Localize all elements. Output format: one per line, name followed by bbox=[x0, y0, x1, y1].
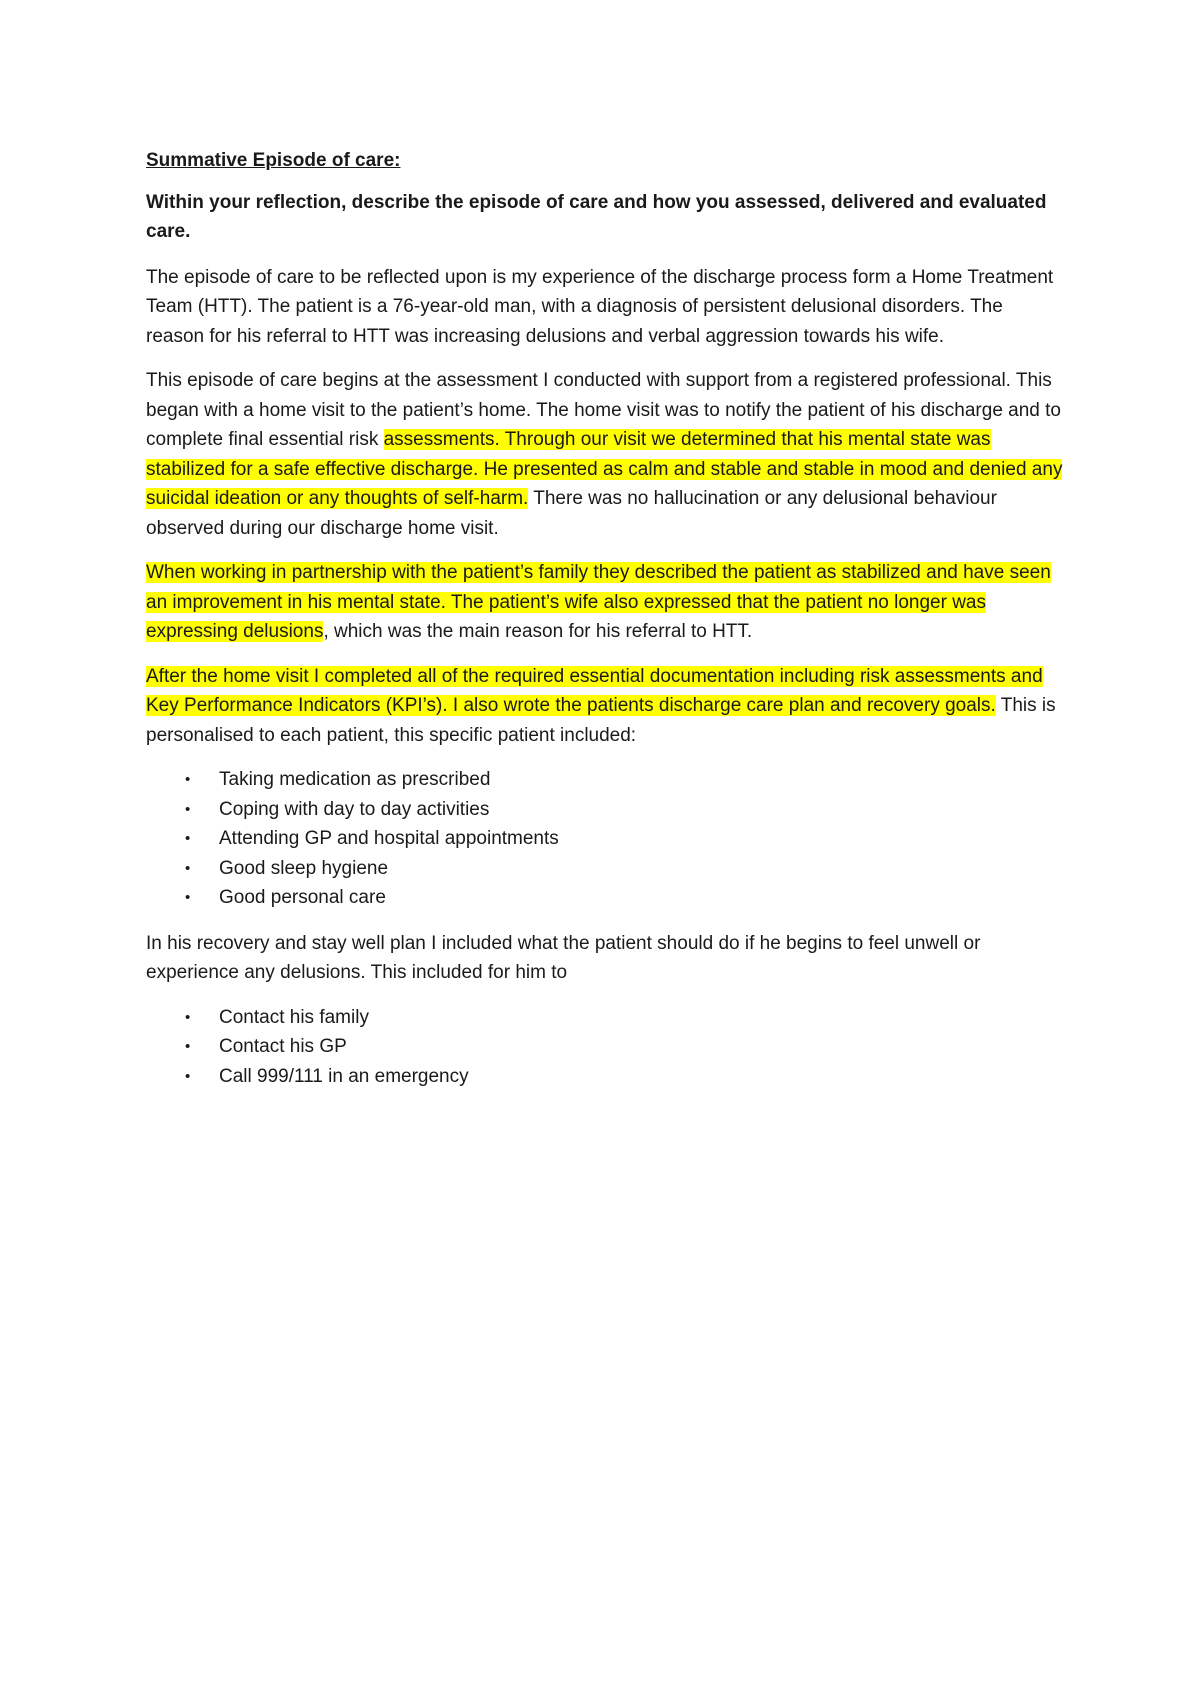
paragraph-documentation-end: This is personalised to each patient, this specific patient included: bbox=[146, 695, 1056, 746]
list-item: • Taking medication as prescribed bbox=[146, 765, 1066, 795]
list-item: • Call 999/111 in an emergency bbox=[146, 1062, 1066, 1092]
bullet-icon: • bbox=[185, 1038, 191, 1055]
paragraph-family bbox=[146, 558, 1066, 647]
list-item: • Good personal care bbox=[146, 883, 1066, 913]
recovery-goals-list bbox=[146, 765, 1066, 913]
highlighted-text: When working in partnership with the patient’s family they described the patient as stabilized and have seen an improvement in his mental state. The patient’s wife also expressed that the patient no longer was expressing delusions bbox=[146, 562, 1051, 642]
bullet-icon: • bbox=[185, 771, 191, 788]
bullet-icon: • bbox=[185, 800, 191, 818]
bullet-icon: • bbox=[185, 830, 191, 847]
bullet-icon: • bbox=[185, 1008, 191, 1026]
list-item: • Contact his GP bbox=[146, 1032, 1066, 1062]
paragraph-intro: The episode of care to be reflected upon is my experience of the discharge process form a Home Treatment Team (HTT). The patient is a 76-year-old man, with a diagnosis of persistent delusional disorders. The reason for his referral to HTT was increasing delusions and verbal aggression towards his wife. bbox=[146, 266, 1054, 347]
paragraph-stay-well-plan: In his recovery and stay well plan I included what the patient should do if he begins to feel unwell or experience any delusions. This included for him to bbox=[146, 932, 981, 983]
list-item: • Contact his family bbox=[146, 1003, 1066, 1033]
list-item: • Attending GP and hospital appointments bbox=[146, 824, 1066, 854]
paragraph-assessment-end: There was no hallucination or any delusional behaviour observed during our discharge home visit. bbox=[146, 488, 997, 539]
list-item: • Good sleep hygiene bbox=[146, 854, 1066, 884]
document-heading: Summative Episode of care: bbox=[146, 150, 401, 171]
paragraph-assessment-start: This episode of care begins at the assessment I conducted with support from a registered professional. This began with a home visit to the patient’s home. The home visit was to notify the patient of his discharge and to complete final essential risk bbox=[146, 370, 1061, 450]
bullet-icon: • bbox=[185, 1067, 191, 1085]
bullet-icon: • bbox=[185, 889, 191, 906]
list-item: • Coping with day to day activities bbox=[146, 795, 1066, 825]
reflection-question: Within your reflection, describe the episode of care and how you assessed, delivered and evaluated care. bbox=[146, 191, 1047, 242]
paragraph-documentation bbox=[146, 662, 1066, 751]
paragraph-assessment bbox=[146, 366, 1066, 543]
document-page bbox=[146, 146, 1066, 1107]
highlighted-text: After the home visit I completed all of the required essential documentation including risk assessments and Key Performance Indicators (KPI’s). I also wrote the patients discharge care plan and recovery goals. bbox=[146, 665, 1043, 716]
emergency-actions-list bbox=[146, 1003, 1066, 1092]
highlighted-text: assessments. Through our visit we determined that his mental state was stabilized for a safe effective discharge. He presented as calm and stable and stable in mood and denied any suicidal ideation or any thoughts of self-harm. bbox=[146, 429, 1063, 509]
paragraph-family-end: , which was the main reason for his referral to HTT. bbox=[323, 621, 753, 642]
bullet-icon: • bbox=[185, 859, 191, 877]
